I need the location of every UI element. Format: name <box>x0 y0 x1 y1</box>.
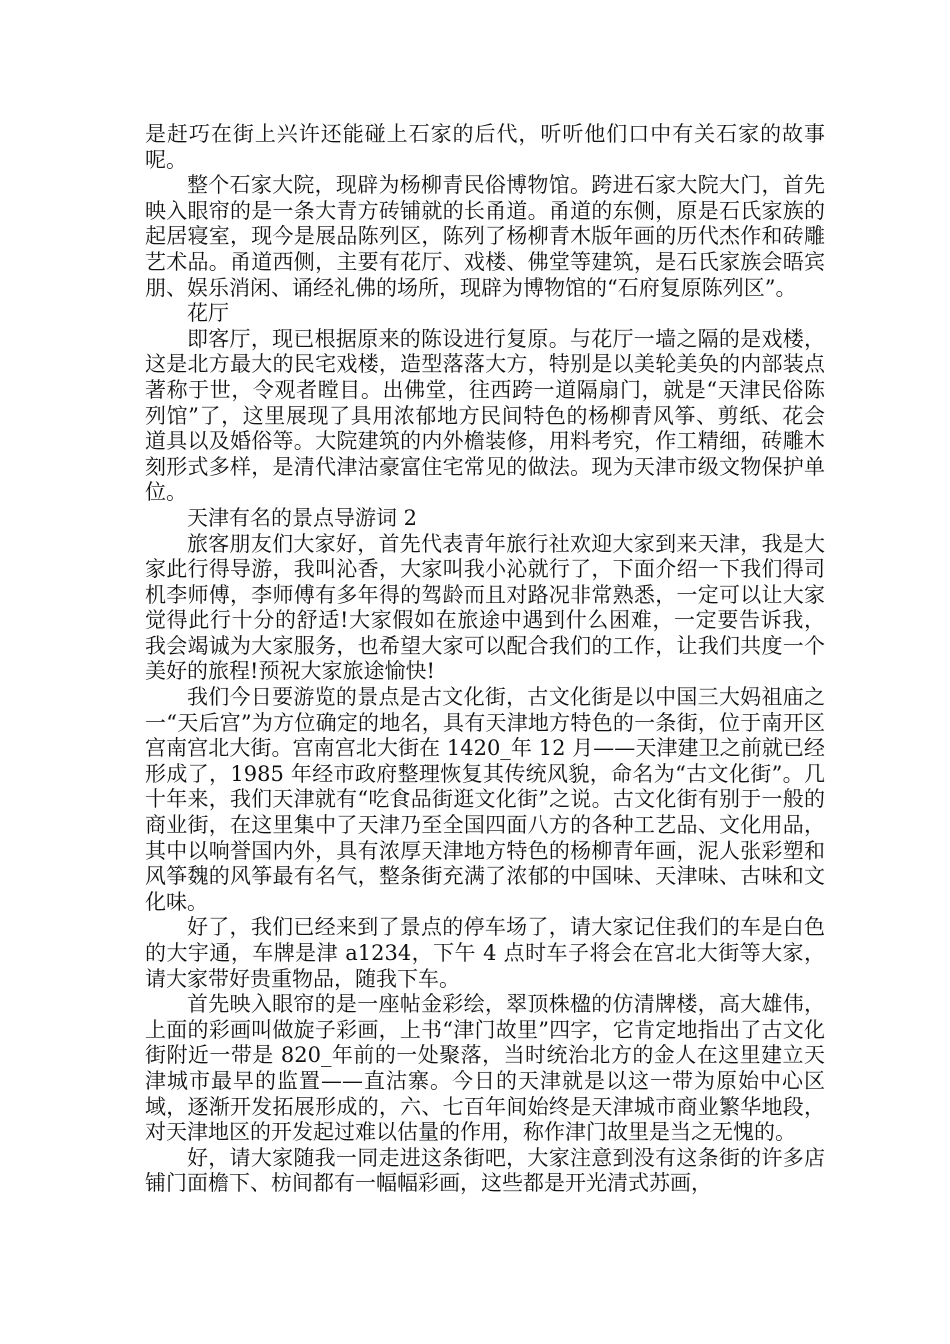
paragraph-2: 整个石家大院，现辟为杨柳青民俗博物馆。跨进石家大院大门，首先映入眼帘的是一条大青方砖铺就的长甬道。甬道的东侧，原是石氏家族的起居寝室，现今是展品陈列区，陈列了杨柳青木版年画的历代杰作和砖雕艺术品。甬道西侧，主要有花厅、戏楼、佛堂等建筑，是石氏家族会晤宾朋、娱乐消闲、诵经礼佛的场所，现辟为博物馆的“石府复原陈列区”。 <box>145 173 825 300</box>
paragraph-1: 是赶巧在街上兴许还能碰上石家的后代，听听他们口中有关石家的故事呢。 <box>145 122 825 172</box>
document-body <box>145 122 825 1197</box>
paragraph-4: 旅客朋友们大家好，首先代表青年旅行社欢迎大家到来天津，我是大家此行得导游，我叫沁香，大家叫我小沁就行了，下面介绍一下我们得司机李师傅，李师傅有多年得的驾龄而且对路况非常熟悉，一定可以让大家觉得此行十分的舒适!大家假如在旅途中遇到什么困难，一定要告诉我，我会竭诚为大家服务，也希望大家可以配合我们的工作，让我们共度一个美好的旅程!预祝大家旅途愉快! <box>145 531 825 684</box>
heading-huating: 花厅 <box>187 301 229 326</box>
paragraph-7: 首先映入眼帘的是一座帖金彩绘，翠顶株楹的仿清牌楼，高大雄伟，上面的彩画叫做旋子彩画，上书“津门故里”四字，它肯定地指出了古文化街附近一带是 820_年前的一处聚落，当时统治北方的金人在这里建立天津城市最早的监置——直沽寨。今日的天津就是以这一带为原始中心区域，逐渐开发拓展形成的，六、七百年间始终是天津城市商业繁华地段，对天津地区的开发起过难以估量的作用，称作津门故里是当之无愧的。 <box>145 992 825 1145</box>
paragraph-6: 好了，我们已经来到了景点的停车场了，请大家记住我们的车是白色的大宇通，车牌是津 a1234，下午 4 点时车子将会在宫北大街等大家，请大家带好贵重物品，随我下车。 <box>145 915 825 991</box>
paragraph-5: 我们今日要游览的景点是古文化街，古文化街是以中国三大妈祖庙之一“天后宫”为方位确定的地名，具有天津地方特色的一条街，位于南开区宫南宫北大街。宫南宫北大街在 1420_年 12 月——天津建卫之前就已经形成了，1985 年经市政府整理恢复其传统风貌，命名为“古文化街”。几十年来，我们天津就有“吃食品街逛文化街”之说。古文化街有别于一般的商业街，在这里集中了天津乃至全国四面八方的各种工艺品、文化用品，其中以响誉国内外，具有浓厚天津地方特色的杨柳青年画，泥人张彩塑和风筝魏的风筝最有名气，整条街充满了浓郁的中国味、天津味、古味和文化味。 <box>145 685 825 914</box>
paragraph-3: 即客厅，现已根据原来的陈设进行复原。与花厅一墙之隔的是戏楼，这是北方最大的民宅戏楼，造型落落大方，特别是以美轮美奂的内部装点著称于世，令观者瞠目。出佛堂，往西跨一道隔扇门，就是“天津民俗陈列馆”了，这里展现了具用浓郁地方民间特色的杨柳青风筝、剪纸、花会道具以及婚俗等。大院建筑的内外檐装修，用料考究，作工精细，砖雕木刻形式多样，是清代津沽豪富住宅常见的做法。现为天津市级文物保护单位。 <box>145 326 825 505</box>
section-title: 天津有名的景点导游词 2 <box>187 505 418 530</box>
paragraph-8: 好，请大家随我一同走进这条街吧，大家注意到没有这条街的许多店铺门面檐下、枋间都有一幅幅彩画，这些都是开光清式苏画， <box>145 1145 825 1196</box>
